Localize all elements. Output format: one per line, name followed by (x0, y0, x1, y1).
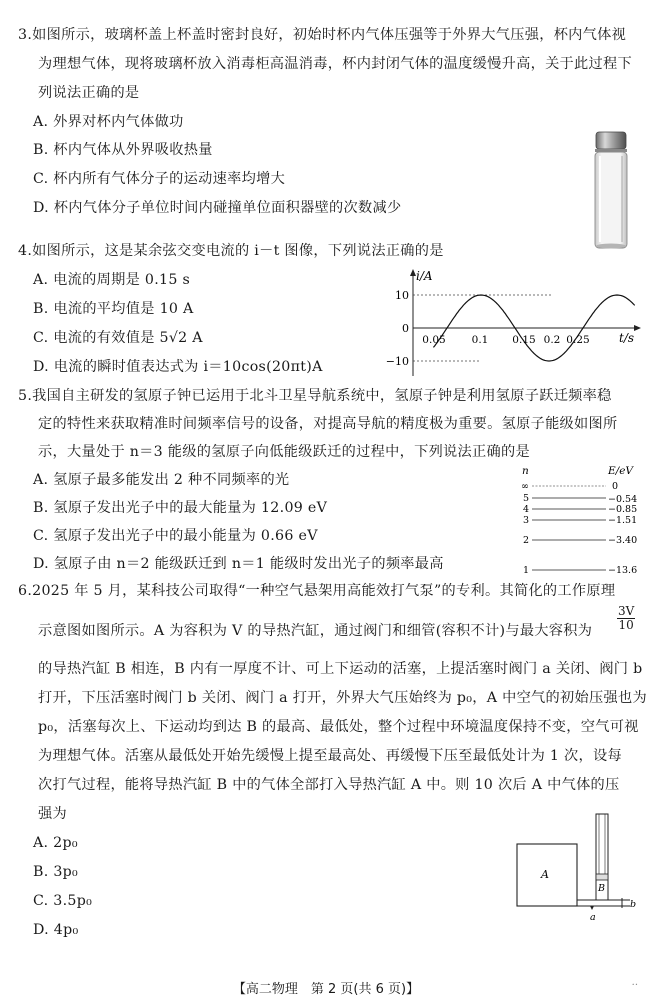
q3-option-c: C. 杯内所有气体分子的运动速率均增大 (33, 171, 286, 187)
label-valve-a: a (590, 912, 596, 923)
x-tick-02: 0.2 (543, 334, 561, 346)
y-tick-0: 0 (402, 322, 409, 335)
y-tick-neg10: −10 (385, 355, 409, 368)
valve-a (590, 906, 594, 910)
n-header: n (522, 465, 529, 477)
q3-option-a: A. 外界对杯内气体做功 (33, 114, 184, 130)
page-footer: 【高二物理 第 2 页(共 6 页)】 (232, 982, 420, 997)
level-n-4: 4 (523, 504, 530, 515)
q5-stem-line-2: 定的特性来获取精准时间频率信号的设备，对提高导航的精度极为重要。氢原子能级如图所 (38, 416, 618, 432)
q3-stem-line-1: 3.如图所示，玻璃杯盖上杯盖时密封良好，初始时杯内气体压强等于外界大气压强，杯内气体视 (18, 27, 627, 43)
q6-stem-line-7: 次打气过程，能将导热汽缸 B 中的气体全部打入导热汽缸 A 中。则 10 次后 A 中气体的压 (38, 777, 620, 793)
q6-option-d: D. 4p₀ (33, 922, 79, 938)
fraction-denominator: 10 (618, 618, 634, 633)
q3-stem-line-2: 为理想气体，现将玻璃杯放入消毒柜高温消毒，杯内封闭气体的温度缓慢升高，关于此过程下 (38, 56, 632, 72)
x-tick-005: 0.05 (422, 334, 446, 346)
x-tick-025: 0.25 (566, 334, 590, 346)
q6-stem-line-8: 强为 (38, 806, 67, 822)
q6-stem-line-3: 的导热汽缸 B 相连，B 内有一厚度不计、可上下运动的活塞，上提活塞时阀门 a 关闭、阀门 b (38, 661, 643, 677)
corner-mark: ·· (631, 980, 638, 991)
x-axis-arrow (634, 325, 641, 331)
q6-stem-line-5: p₀，活塞每次上、下运动均到达 B 的最高、最低处，整个过程中环境温度保持不变，空气可视 (38, 719, 639, 735)
level-e-inf: 0 (612, 481, 619, 492)
level-n-inf: ∞ (521, 481, 529, 492)
q6-option-c: C. 3.5p₀ (33, 893, 93, 909)
q5-option-a: A. 氢原子最多能发出 2 种不同频率的光 (33, 472, 290, 488)
q6-stem-line-6: 为理想气体。活塞从最低处开始先缓慢上提至最高处、再缓慢下压至最低处计为 1 次，设每 (38, 748, 622, 764)
level-e-3: −1.51 (608, 515, 638, 526)
level-n-5: 5 (523, 493, 530, 504)
q5-stem-line-3: 示，大量处于 n＝3 能级的氢原子向低能级跃迁的过程中，下列说法正确的是 (38, 444, 530, 460)
level-e-4: −0.85 (608, 504, 638, 515)
y-tick-10: 10 (395, 289, 409, 302)
x-tick-01: 0.1 (471, 334, 489, 346)
air-pump-figure (512, 814, 640, 922)
q6-stem-line-4: 打开，下压活塞时阀门 b 关闭、阀门 a 打开，外界大气压始终为 p₀，A 中空气的初始压强也为 (38, 690, 647, 706)
q3-option-b: B. 杯内气体从外界吸收热量 (33, 142, 213, 158)
piston (596, 874, 608, 880)
q4-option-d: D. 电流的瞬时值表达式为 i＝10cos(20πt)A (33, 359, 323, 375)
q6-volume-fraction (617, 605, 635, 632)
q5-option-c: C. 氢原子发出光子中的最小能量为 0.66 eV (33, 528, 318, 544)
level-e-5: −0.54 (608, 494, 638, 505)
fraction-numerator: 3V (618, 604, 635, 618)
label-valve-b: b (630, 899, 637, 910)
y-axis-label: i/A (416, 269, 433, 283)
level-n-1: 1 (523, 565, 530, 576)
q5-stem-line-1: 5.我国自主研发的氢原子钟已运用于北斗卫星导航系统中，氢原子钟是利用氢原子跃迁频率稳 (18, 388, 612, 404)
x-axis-label: t/s (619, 331, 635, 345)
energy-header: E/eV (608, 465, 633, 477)
glass-cup-figure (590, 122, 632, 254)
level-n-3: 3 (523, 515, 530, 526)
current-time-graph (385, 268, 644, 378)
level-e-2: −3.40 (608, 535, 638, 546)
q5-option-d: D. 氢原子由 n＝2 能级跃迁到 n＝1 能级时发出光子的频率最高 (33, 556, 444, 572)
q3-stem-line-3: 列说法正确的是 (38, 85, 140, 101)
q4-option-c: C. 电流的有效值是 5√2 A (33, 330, 203, 346)
x-tick-015: 0.15 (512, 334, 536, 346)
q6-stem-line-2 (38, 624, 592, 638)
level-n-2: 2 (523, 535, 530, 546)
q6-stem-line-2-text: 示意图如图所示。A 为容积为 V 的导热汽缸，通过阀门和细管(容积不计)与最大容积为 (38, 623, 593, 639)
q4-option-b: B. 电流的平均值是 10 A (33, 301, 194, 317)
q4-stem: 4.如图所示，这是某余弦交变电流的 i－t 图像，下列说法正确的是 (18, 243, 444, 259)
label-b-cylinder: B (598, 883, 605, 894)
q3-option-d: D. 杯内气体分子单位时间内碰撞单位面积器壁的次数减少 (33, 200, 402, 216)
q6-stem-line-1: 6.2025 年 5 月，某科技公司取得“一种空气悬架用高能效打气泵”的专利。其简化的工作原理 (18, 583, 616, 599)
q6-option-b: B. 3p₀ (33, 864, 79, 880)
q5-option-b: B. 氢原子发出光子中的最大能量为 12.09 eV (33, 500, 328, 516)
label-a-cylinder: A (541, 868, 549, 881)
level-e-1: −13.6 (608, 565, 638, 576)
energy-level-diagram (512, 462, 642, 580)
q4-option-a: A. 电流的周期是 0.15 s (33, 272, 191, 288)
q6-option-a: A. 2p₀ (33, 835, 78, 851)
